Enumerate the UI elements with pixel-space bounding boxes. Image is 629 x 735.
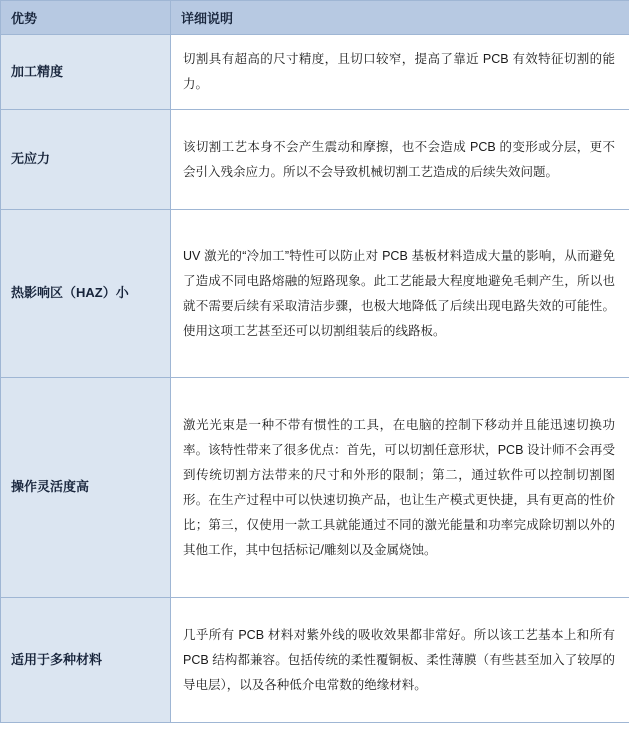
advantage-description: 切割具有超高的尺寸精度，且切口较窄，提高了靠近 PCB 有效特征切割的能力。 (171, 35, 629, 110)
advantage-label: 适用于多种材料 (1, 598, 171, 723)
advantage-description: 激光光束是一种不带有惯性的工具，在电脑的控制下移动并且能迅速切换功率。该特性带来了很多优点：首先，可以切割任意形状，PCB 设计师不会再受到传统切割方法带来的尺寸和外形的限制；第二，通过软件可以控制切割图形。在生产过程中可以快速切换产品，也让生产模式更快捷，具有更高的性价比；第三，仅使用一款工具就能通过不同的激光能量和功率完成除切割以外的其他工作，其中包括标记/雕刻以及金属烧蚀。 (171, 378, 629, 598)
table-row (1, 378, 629, 598)
table-row (1, 35, 629, 110)
table-row (1, 598, 629, 723)
column-header-description: 详细说明 (171, 1, 629, 35)
advantage-description: 该切割工艺本身不会产生震动和摩擦，也不会造成 PCB 的变形或分层，更不会引入残余应力。所以不会导致机械切割工艺造成的后续失效问题。 (171, 110, 629, 210)
advantage-label: 操作灵活度高 (1, 378, 171, 598)
advantage-label: 无应力 (1, 110, 171, 210)
table-body (1, 35, 629, 723)
advantage-label: 加工精度 (1, 35, 171, 110)
table-row (1, 110, 629, 210)
column-header-advantage: 优势 (1, 1, 171, 35)
advantage-label: 热影响区（HAZ）小 (1, 210, 171, 378)
advantage-description: 几乎所有 PCB 材料对紫外线的吸收效果都非常好。所以该工艺基本上和所有 PCB 结构都兼容。包括传统的柔性覆铜板、柔性薄膜（有些甚至加入了较厚的导电层），以及各种低介电常数的绝缘材料。 (171, 598, 629, 723)
table-row (1, 210, 629, 378)
advantage-description: UV 激光的“冷加工”特性可以防止对 PCB 基板材料造成大量的影响，从而避免了造成不同电路熔融的短路现象。此工艺能最大程度地避免毛刺产生，所以也就不需要后续有采取清洁步骤，也极大地降低了后续出现电路失效的可能性。使用这项工艺甚至还可以切割组装后的线路板。 (171, 210, 629, 378)
table-header-row (1, 1, 629, 35)
table-header (1, 1, 629, 35)
